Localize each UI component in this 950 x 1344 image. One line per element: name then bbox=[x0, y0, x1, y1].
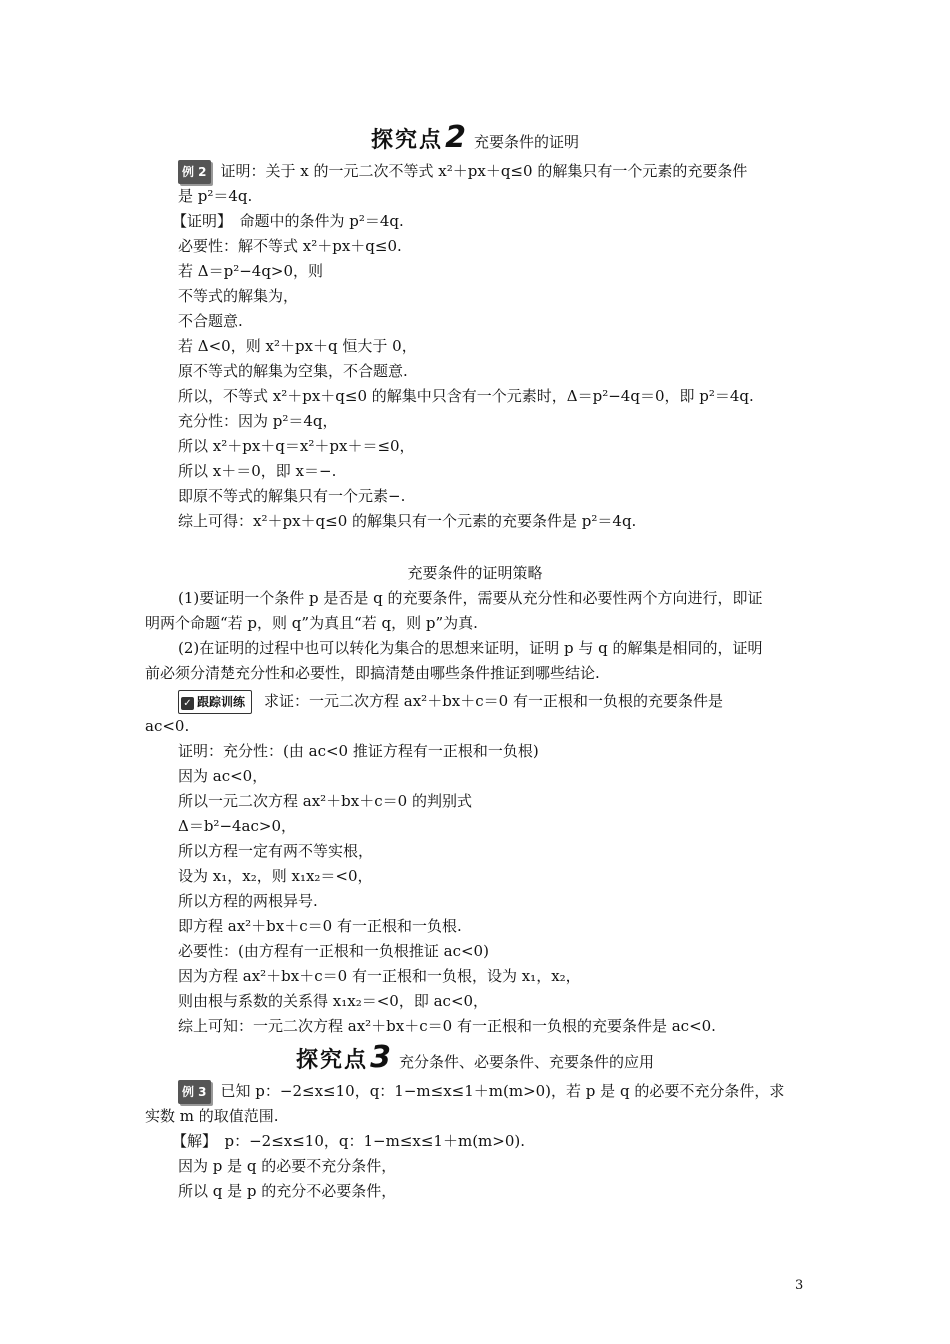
strategy-line: 明两个命题“若 p，则 q”为真且“若 q，则 p”为真. bbox=[145, 614, 478, 632]
proof-2-line: 所以 x＋＝0，即 x＝−. bbox=[178, 462, 337, 480]
training-proof-line: Δ＝b²−4ac>0， bbox=[178, 817, 297, 835]
example-3-solution-line: 【解】 p：−2≤x≤10，q：1−m≤x≤1＋m(m>0). bbox=[172, 1132, 526, 1150]
example-3-badge: 例 3 bbox=[178, 1080, 211, 1104]
example-3-line-1 bbox=[178, 1080, 784, 1104]
proof-2-line: 必要性：解不等式 x²＋px＋q≤0. bbox=[178, 237, 402, 255]
training-proof-line: 因为 ac<0， bbox=[178, 767, 268, 785]
training-proof-line: 所以一元二次方程 ax²＋bx＋c＝0 的判别式 bbox=[178, 792, 472, 810]
training-proof-line: 即方程 ax²＋bx＋c＝0 有一正根和一负根. bbox=[178, 917, 462, 935]
training-line-2: ac<0. bbox=[145, 717, 190, 735]
training-proof-line: 则由根与系数的关系得 x₁x₂＝<0，即 ac<0， bbox=[178, 992, 489, 1010]
example-2-line-1 bbox=[178, 160, 747, 184]
training-proof-line: 必要性：(由方程有一正根和一负根推证 ac<0) bbox=[178, 942, 489, 960]
section-2-label: 探究点 bbox=[371, 128, 444, 153]
section-2-number: 2 bbox=[445, 120, 466, 155]
page-number: 3 bbox=[795, 1278, 804, 1293]
training-proof-line: 所以方程的两根异号. bbox=[178, 892, 318, 910]
example-3-solution-line: 因为 p 是 q 的必要不充分条件， bbox=[178, 1157, 397, 1175]
section-3-number: 3 bbox=[370, 1040, 391, 1075]
section-3-subtitle: 充分条件、必要条件、充要条件的应用 bbox=[398, 1053, 654, 1071]
example-2-line-2: 是 p²＝4q. bbox=[178, 187, 253, 205]
proof-2-line: 若 Δ＝p²−4q>0，则 bbox=[178, 262, 324, 280]
proof-2-line: 充分性：因为 p²＝4q， bbox=[178, 412, 338, 430]
proof-2-line: 不合题意. bbox=[178, 312, 243, 330]
section-2-heading bbox=[0, 120, 950, 155]
proof-2-line: 所以，不等式 x²＋px＋q≤0 的解集中只含有一个元素时，Δ＝p²−4q＝0，即 p²＝4q. bbox=[178, 387, 754, 405]
training-proof-line: 因为方程 ax²＋bx＋c＝0 有一正根和一负根，设为 x₁，x₂， bbox=[178, 967, 581, 985]
example-3-text: 已知 p：−2≤x≤10，q：1−m≤x≤1＋m(m>0)，若 p 是 q 的必要不充分条件，求 bbox=[220, 1082, 785, 1100]
strategy-title: 充要条件的证明策略 bbox=[407, 564, 543, 582]
training-proof-line: 证明：充分性：(由 ac<0 推证方程有一正根和一负根) bbox=[178, 742, 539, 760]
proof-2-line: 若 Δ<0，则 x²＋px＋q 恒大于 0， bbox=[178, 337, 417, 355]
training-line-1 bbox=[178, 690, 723, 714]
example-3-solution-line: 所以 q 是 p 的充分不必要条件， bbox=[178, 1182, 397, 1200]
proof-2-line: 不等式的解集为， bbox=[178, 287, 299, 305]
section-3-label: 探究点 bbox=[296, 1048, 369, 1073]
proof-2-line: 【证明】 命题中的条件为 p²＝4q. bbox=[172, 212, 404, 230]
training-proof-line: 设为 x₁，x₂，则 x₁x₂＝<0， bbox=[178, 867, 373, 885]
training-proof-line: 综上可知：一元二次方程 ax²＋bx＋c＝0 有一正根和一负根的充要条件是 ac<0. bbox=[178, 1017, 716, 1035]
proof-2-line: 所以 x²＋px＋q＝x²＋px＋＝≤0， bbox=[178, 437, 415, 455]
proof-2-line: 原不等式的解集为空集，不合题意. bbox=[178, 362, 408, 380]
proof-2-line: 综上可得：x²＋px＋q≤0 的解集只有一个元素的充要条件是 p²＝4q. bbox=[178, 512, 637, 530]
example-3-line-2: 实数 m 的取值范围. bbox=[145, 1107, 279, 1125]
strategy-line: (2)在证明的过程中也可以转化为集合的思想来证明，证明 p 与 q 的解集是相同的，证明 bbox=[178, 639, 763, 657]
training-proof-line: 所以方程一定有两不等实根， bbox=[178, 842, 374, 860]
section-2-subtitle: 充要条件的证明 bbox=[473, 133, 579, 151]
example-2-badge: 例 2 bbox=[178, 160, 211, 184]
training-text: 求证：一元二次方程 ax²＋bx＋c＝0 有一正根和一负根的充要条件是 bbox=[264, 692, 723, 710]
section-3-heading bbox=[0, 1040, 950, 1075]
check-icon: ✓ bbox=[181, 697, 194, 710]
training-label-text: 跟踪训练 bbox=[197, 695, 246, 709]
strategy-line: (1)要证明一个条件 p 是否是 q 的充要条件，需要从充分性和必要性两个方向进行，即证 bbox=[178, 589, 763, 607]
proof-2-line: 即原不等式的解集只有一个元素−. bbox=[178, 487, 406, 505]
example-2-text: 证明：关于 x 的一元二次不等式 x²＋px＋q≤0 的解集只有一个元素的充要条件 bbox=[220, 162, 748, 180]
strategy-line: 前必须分清楚充分性和必要性，即搞清楚由哪些条件推证到哪些结论. bbox=[145, 664, 600, 682]
training-label bbox=[178, 690, 252, 714]
